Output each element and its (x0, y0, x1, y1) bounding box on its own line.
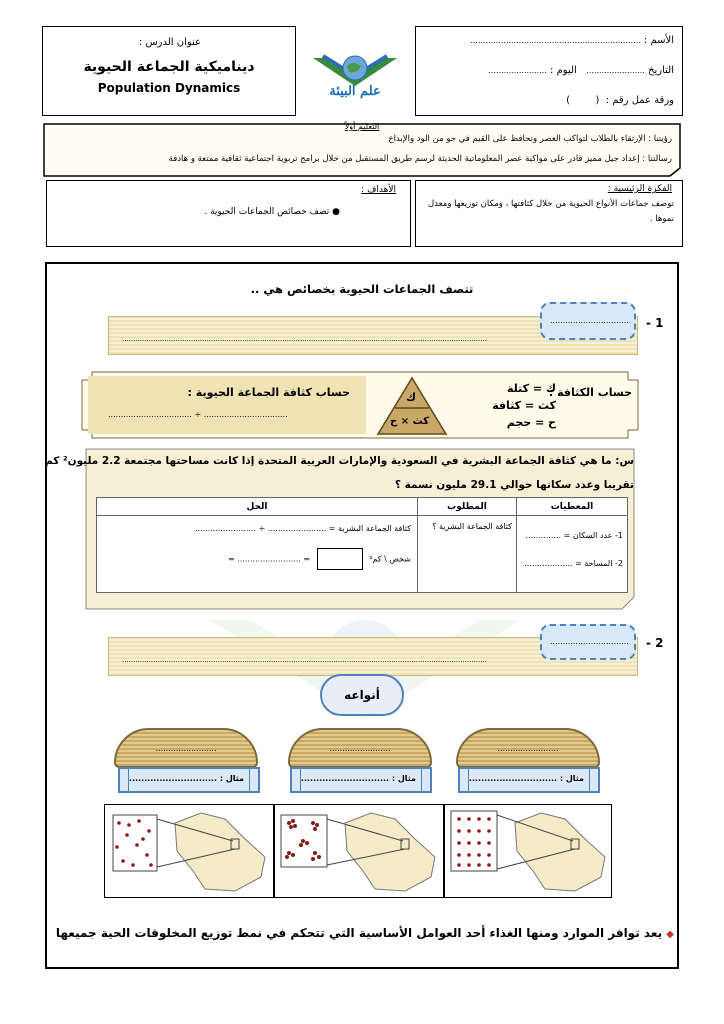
example-bar-1 (118, 767, 260, 793)
solution-line-1[interactable]: كثافة الجماعة البشرية = ....................... ÷ ........................ (194, 524, 411, 533)
density-def: كث = كثافة (492, 399, 556, 412)
item2-pill-dots: ............................... (550, 637, 629, 646)
footer-note (56, 926, 674, 940)
lesson-label: عنوان الدرس : (138, 37, 201, 48)
density-calc-title: حساب الكثافة : (548, 386, 632, 399)
date-label: التاريخ (648, 65, 674, 76)
day-label: اليوم : (550, 65, 577, 76)
question-area (45, 447, 644, 611)
col-required: المطلوب (418, 498, 517, 516)
solution-unit: شخص \ كم² (369, 554, 411, 564)
dome-2-dots[interactable]: ........................ (329, 744, 391, 753)
goals-item-text: تصف خصائص الجماعات الحيوية . (204, 207, 330, 217)
given-area[interactable]: 2- المساحة = ................... (524, 559, 623, 568)
pop-density-title: حساب كثافة الجماعة الحيوية : (187, 386, 350, 399)
maps-strip (104, 804, 612, 898)
worksheet-heading: تتصف الجماعات الحيوية بخصائص هي .. (250, 282, 474, 296)
item2-answer-pill[interactable] (540, 624, 636, 660)
bullet-icon: ● (332, 207, 340, 217)
triangle-bottom (390, 416, 429, 427)
dome-3-dots[interactable]: ........................ (497, 744, 559, 753)
density-defs (492, 380, 556, 431)
example-bar-3 (458, 767, 600, 793)
item2-number: - 2 (646, 636, 664, 650)
example-bar-2 (290, 767, 432, 793)
arrow-bullet-icon: ◆ (666, 929, 674, 940)
main-idea-box (415, 180, 683, 247)
col-solution: الحل (97, 498, 418, 516)
dome-1 (114, 728, 258, 768)
example-1-text[interactable]: مثال : ............................. (128, 774, 244, 783)
dome-3 (456, 728, 600, 768)
given-population[interactable]: 1- عدد السكان = .............. (525, 531, 623, 540)
name-row (470, 35, 674, 46)
logo (303, 46, 407, 106)
triangle-top: ك (406, 391, 417, 404)
pop-density-formula[interactable]: ................................. ÷ ................................. (108, 410, 288, 419)
given-cell (517, 516, 628, 593)
main-idea-title: الفكرة الرئيسية : (607, 184, 672, 194)
day-field[interactable]: ....................... (488, 66, 547, 75)
item1-pill-dots: ............................... (550, 316, 629, 325)
dome-1-dots[interactable]: ........................ (155, 744, 217, 753)
date-field[interactable]: ....................... (586, 66, 645, 75)
logo-text: علم البيئة (329, 84, 381, 99)
worksheet-number: ورقة عمل رقم : ( ) (566, 95, 674, 106)
required-text: كثافة الجماعة البشرية ؟ (432, 522, 512, 531)
answer-box[interactable] (317, 548, 363, 570)
student-info-box (415, 26, 683, 116)
education-box (38, 120, 686, 178)
item1-answer-pill[interactable] (540, 302, 636, 340)
density-triangle-graphic (376, 376, 448, 436)
map-panel-uniform (445, 805, 613, 897)
name-field[interactable]: ................................................................... (470, 36, 641, 45)
date-row (488, 65, 674, 76)
question-text-2: تقريبا وعدد سكانها حوالي 29.1 مليون نسمة ؟ (394, 479, 634, 491)
solution-equation[interactable]: = ......................... = (228, 554, 311, 564)
main-idea-text: توصف جماعات الأنواع الحيوية من خلال كثافتها ، ومكان توزيعها ومعدل نموها . (428, 199, 674, 224)
density-triangle (376, 376, 448, 436)
question-table (96, 497, 628, 593)
map-panel-random (105, 805, 273, 897)
required-cell (418, 516, 517, 593)
types-label: أنواعه (344, 688, 380, 702)
goals-item (204, 207, 340, 217)
density-banner (80, 370, 640, 440)
mission-text: رسالتنا : إعداد جيل مميز قادر على مواكبة عصر المعلوماتية الحديثة لرسم طريق المستقبل من خلال برامج تربوية اجتماعية ثقافية ممتعة و هادفة (168, 154, 672, 164)
solution-line-2 (103, 548, 411, 570)
goals-title: الأهداف : (361, 185, 396, 195)
vision-text: رؤيتنا : الإرتقاء بالطلاب لتواكب العصر وتحافظ على القيم في جو من الود والإبداع (388, 134, 672, 144)
example-3-text[interactable]: مثال : ............................. (468, 774, 584, 783)
footer-note-text: يعد توافر الموارد ومنها الغذاء أحد العوامل الأساسية التي تتحكم في نمط توزيع المخلوقات الحية جميعها (55, 926, 663, 940)
mass-def: ك = كتلة (506, 382, 556, 395)
education-title: التعليم أولاً (344, 122, 380, 131)
solution-cell (97, 516, 418, 593)
density-banner-frame (80, 370, 640, 440)
item2-line[interactable]: .................................................................................................................................................................... (122, 656, 487, 664)
map-panel-clumped (275, 805, 443, 897)
item1-number: - 1 (646, 316, 664, 330)
col-given: المعطيات (517, 498, 628, 516)
item1-line[interactable]: .................................................................................................................................................................... (122, 335, 487, 343)
lesson-title-box (42, 26, 296, 116)
volume-def: ح = حجم (506, 416, 556, 429)
question-text-1: س: ما هي كثافة الجماعة البشرية في السعودية والإمارات العربية المتحدة إذا كانت مساحتها مجتمعة 2.2 مليون² كم (45, 455, 634, 467)
lesson-title-ar: ديناميكية الجماعة الحيوية (83, 59, 255, 75)
lesson-title-en: Population Dynamics (97, 81, 241, 95)
example-2-text[interactable]: مثال : ............................. (300, 774, 416, 783)
dome-2 (288, 728, 432, 768)
triangle-times: × (400, 416, 410, 427)
triangle-bottom-right: ح (390, 416, 398, 427)
types-bubble (320, 674, 404, 716)
name-label: الأسم : (643, 35, 674, 46)
goals-box (46, 180, 411, 247)
triangle-bottom-left: كث (412, 416, 429, 427)
